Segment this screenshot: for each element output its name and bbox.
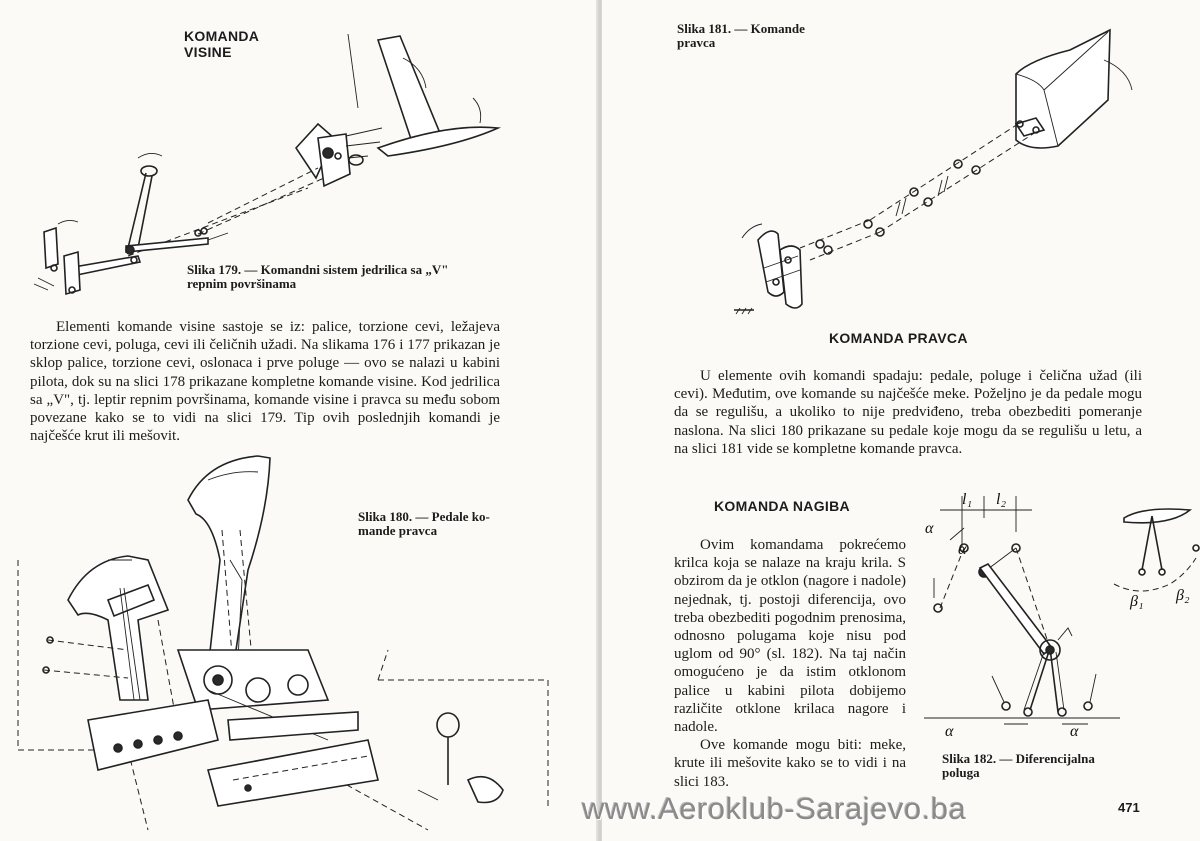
paragraph-komanda-pravca bbox=[674, 367, 1142, 458]
paragraph-komanda-nagiba-types: Ove komande mogu biti: meke, krute ili mešovite kako se to vidi i na slici 183. bbox=[674, 737, 906, 790]
figure-179-v-tail-control-drawing bbox=[28, 28, 518, 298]
figure-182-caption: Slika 182. — Diferencijalna poluga bbox=[942, 751, 1095, 780]
paragraph-komanda-visine-text: Elementi komande visine sastoje se iz: palice, torzione cevi, ležajeva torzione cevi, poluga, cevi ili čeličnih užadi. Na slikama 176 i 177 prikazan je sklop palice, torzione cevi, oslonaca i prve poluge — ovo se nalazi u kabini pilota, dok su na slici 178 prikazane kompletne komande visine. Kod jedrilica sa „V", tj. leptir repnim površinama, komande visine i pravca su među sobom povezane kako se to vidi na slici 179. Tip ovih poslednjih komandi je najčešće krut ili mešovit. bbox=[30, 319, 500, 445]
figure-182-label-alpha-left: α bbox=[925, 520, 934, 537]
page-number: 471 bbox=[1118, 800, 1140, 815]
figure-179-caption: Slika 179. — Komandni sistem jedrilica sa „V" repnim površinama bbox=[187, 262, 449, 291]
figure-182-label-l1: l₁ bbox=[962, 491, 973, 508]
figure-182-label-alpha-upper: α bbox=[958, 541, 967, 558]
paragraph-komanda-nagiba-text: Ovim komandama pokrećemo krilca koja se nalaze na kraju krila. S obzirom da je otklon (nagore i nadole) nejednak, tj. postoji diferencija, ovo treba obezbediti pogodnim prenosima, odnosno polugama koje nisu pod uglom od 90° (sl. 182). Na taj način omogućeno je da istim otklonom palice u kabini pilota dobijemo različite otklone krilaca nagore i nadole. bbox=[674, 537, 906, 736]
paragraph-komanda-pravca-text: U elemente ovih komandi spadaju: pedale, poluge i čelična užad (ili cevi). Međutim, ove komande su najčešće meke. Poželjno je da pedale mogu da se regulišu, a ukoliko to nije predviđeno, treba obezbediti pomeranje naslona. Na slici 180 prikazane su pedale koje mogu da se regulišu u letu, a na slici 181 vide se kompletne komande pravca. bbox=[674, 368, 1142, 457]
figure-182-label-beta1: β₁ bbox=[1130, 593, 1144, 610]
heading-komanda-visine: KOMANDA VISINE bbox=[184, 28, 260, 60]
paragraphs-komanda-nagiba bbox=[674, 536, 906, 791]
figure-182-label-beta2: β₂ bbox=[1176, 587, 1190, 604]
figure-182-label-l2: l₂ bbox=[996, 491, 1007, 508]
watermark-url[interactable]: www.Aeroklub-Sarajevo.ba bbox=[582, 791, 967, 826]
heading-komanda-pravca: KOMANDA PRAVCA bbox=[829, 330, 968, 346]
heading-komanda-nagiba: KOMANDA NAGIBA bbox=[714, 498, 850, 514]
figure-181-caption: Slika 181. — Komande pravca bbox=[677, 21, 805, 50]
figure-182-label-alpha-bottom-left: α bbox=[945, 723, 954, 738]
figure-181-rudder-control-drawing bbox=[720, 20, 1160, 320]
figure-180-caption: Slika 180. — Pedale ko- mande pravca bbox=[358, 509, 490, 538]
figure-182-label-alpha-bottom-right: α bbox=[1070, 723, 1079, 738]
paragraph-komanda-visine bbox=[30, 318, 500, 445]
figure-182-differential-lever-drawing bbox=[920, 488, 1200, 738]
